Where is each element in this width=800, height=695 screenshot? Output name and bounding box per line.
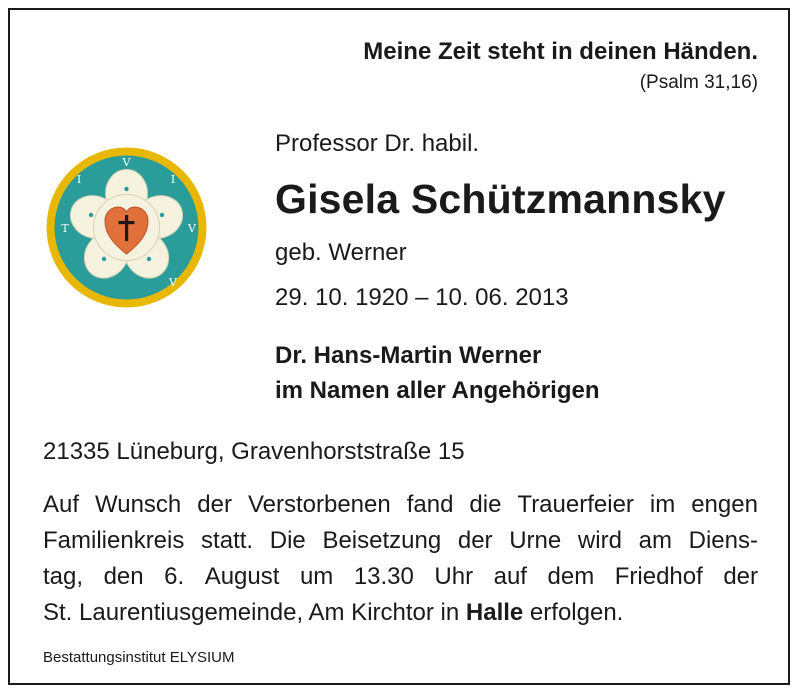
notice-word: fand — [406, 491, 454, 518]
mourner-name: Dr. Hans-Martin Werner — [275, 342, 542, 369]
luther-rose-icon — [45, 146, 208, 309]
address: 21335 Lüneburg, Gravenhorststraße 15 — [43, 438, 465, 465]
notice-word: Beisetzung — [322, 527, 442, 554]
notice-word: Wunsch — [95, 491, 182, 518]
emblem-letter: V — [169, 276, 177, 289]
emblem-letter: V — [122, 156, 131, 169]
notice-line-4 — [43, 599, 758, 627]
notice-word: Friedhof — [614, 563, 703, 590]
motto: Meine Zeit steht in deinen Händen. — [363, 38, 758, 65]
notice-word: um — [299, 563, 334, 590]
notice-word: der — [723, 563, 758, 590]
notice-word: 13.30 — [353, 563, 414, 590]
emblem-letter: I — [170, 173, 176, 186]
notice-line-1 — [43, 491, 758, 519]
notice-word: Urne — [509, 527, 562, 554]
mourner-note: im Namen aller Angehörigen — [275, 377, 600, 404]
notice-text: St. Laurentiusgemeinde, Am Kirchtor in — [43, 599, 466, 626]
notice-word: engen — [691, 491, 758, 518]
notice-word: August — [204, 563, 280, 590]
burial-city: Halle — [465, 599, 524, 626]
notice-line-3 — [43, 563, 758, 591]
notice-word: Die — [269, 527, 306, 554]
notice-word: tag, — [43, 563, 84, 590]
psalm-reference: (Psalm 31,16) — [639, 72, 758, 93]
notice-word: im — [649, 491, 676, 518]
notice-word: 6. — [164, 563, 185, 590]
notice-word: die — [469, 491, 502, 518]
academic-title: Professor Dr. habil. — [275, 130, 480, 157]
notice-line-2 — [43, 527, 758, 555]
emblem-letter: T — [61, 222, 69, 235]
notice-word: der — [197, 491, 232, 518]
deceased-name: Gisela Schützmannsky — [275, 176, 726, 222]
notice-word: Verstorbenen — [247, 491, 391, 518]
notice-word: der — [457, 527, 493, 554]
notice-word: wird — [577, 527, 622, 554]
notice-word: dem — [547, 563, 595, 590]
cross-icon — [125, 215, 128, 241]
life-dates: 29. 10. 1920 – 10. 06. 2013 — [275, 284, 569, 311]
birth-name: geb. Werner — [275, 239, 407, 266]
notice-word: am — [638, 527, 672, 554]
notice-word: auf — [493, 563, 527, 590]
emblem-letter: I — [76, 173, 82, 186]
notice-word: Uhr — [434, 563, 474, 590]
notice-word: Diens- — [688, 527, 758, 554]
funeral-home: Bestattungsinstitut ELYSIUM — [43, 649, 235, 666]
notice-text: erfolgen. — [523, 599, 624, 626]
emblem-letter: V — [188, 222, 196, 235]
notice-word: Familienkreis — [43, 527, 185, 554]
notice-word: den — [103, 563, 144, 590]
notice-word: Auf — [43, 491, 80, 518]
notice-word: statt. — [201, 527, 254, 554]
notice-word: Trauerfeier — [517, 491, 634, 518]
